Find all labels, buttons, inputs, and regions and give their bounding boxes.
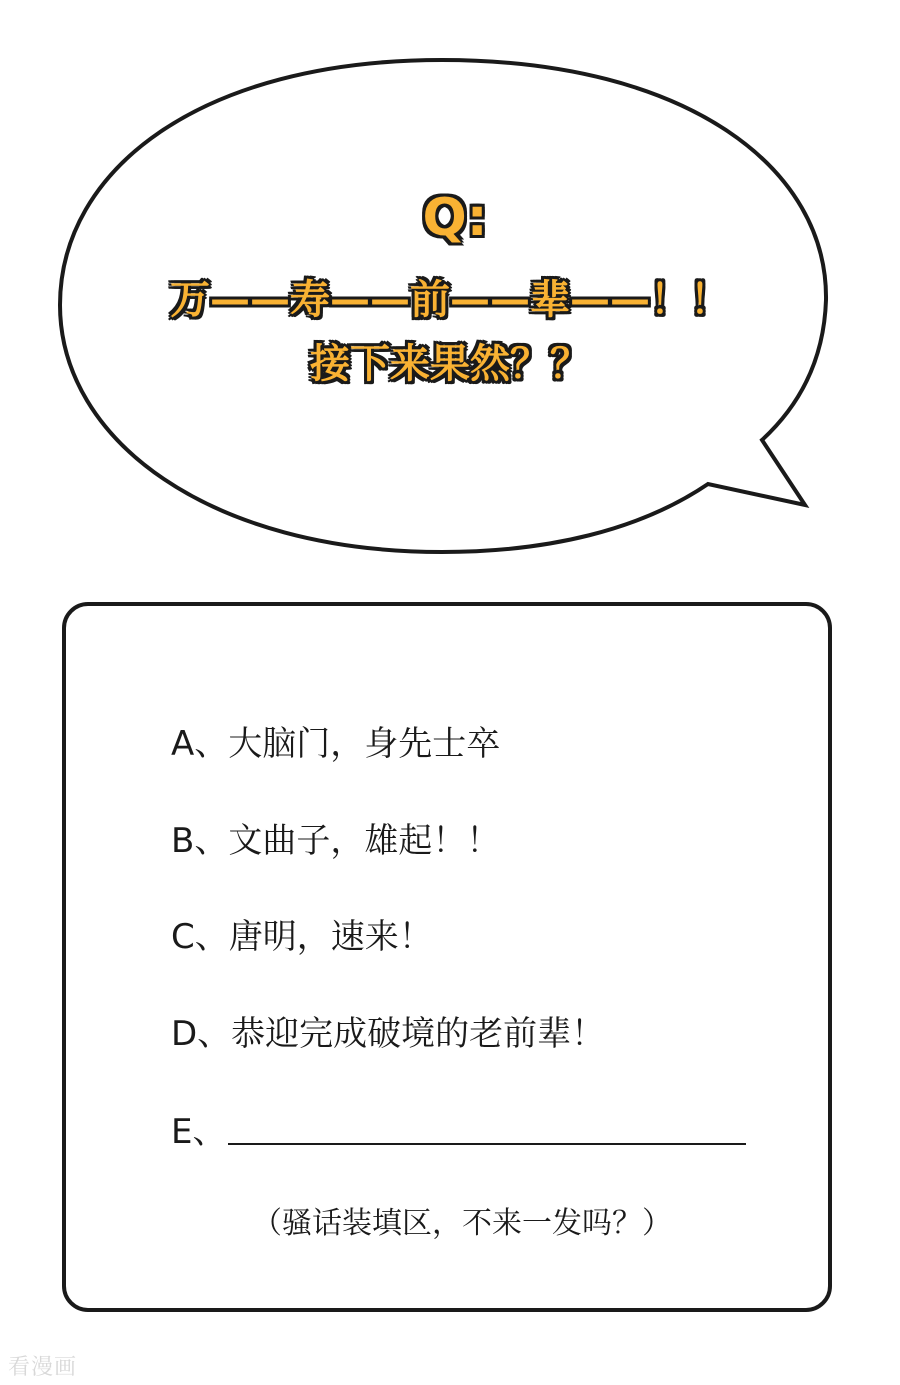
question-label: Q: [422,188,488,248]
watermark: 看漫画 [8,1355,78,1380]
option-b: B、文曲子，雄起！！ [171,821,501,861]
option-c: C、唐明，速来！ [171,917,433,957]
question-line-1: 万——寿——前——辈——！！ [170,277,730,323]
question-line-2: 接下来果然？？ [310,341,590,387]
option-d: D、恭迎完成破境的老前辈！ [171,1014,606,1054]
option-e-prefix: E、 [171,1112,227,1152]
option-a: A、大脑门，身先士卒 [171,724,501,764]
answer-options-box [62,602,832,1312]
fill-in-note: （骚话装填区，不来一发吗？） [252,1206,672,1241]
option-e [171,1104,746,1153]
option-e-blank-line [228,1143,746,1145]
